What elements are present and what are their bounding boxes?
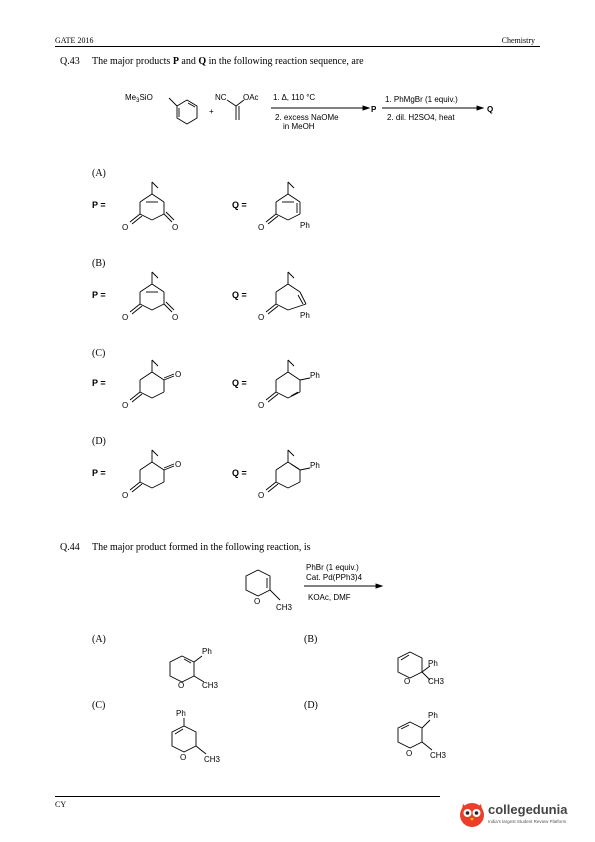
svg-text:Ph: Ph	[176, 709, 186, 718]
q43-step2-bottom: 2. dil. H2SO4, heat	[387, 113, 455, 122]
q43-nc-label: NC	[215, 93, 227, 102]
q43-option-c-q-structure	[258, 358, 338, 410]
svg-text:O: O	[172, 313, 179, 322]
svg-text:O: O	[254, 597, 261, 606]
q43-reaction-scheme	[125, 88, 525, 148]
footer-rule	[55, 796, 440, 797]
q43-option-a-p-structure	[122, 180, 192, 232]
q44-option-b-label: (B)	[304, 634, 318, 645]
q43-q-label: Q	[487, 105, 494, 114]
svg-text:O: O	[122, 401, 129, 410]
brand-name: collegedunia	[488, 802, 568, 817]
q43-option-d-p: P =	[92, 468, 106, 478]
svg-text:Ph: Ph	[310, 461, 320, 470]
svg-text:CH3: CH3	[428, 677, 445, 686]
brand-logo	[458, 800, 588, 830]
svg-text:O: O	[258, 401, 265, 410]
brand-tagline: India's largest Student Review Platform	[488, 819, 567, 824]
svg-text:CH3: CH3	[202, 681, 219, 690]
q44-reaction-scheme	[236, 562, 396, 622]
q43-option-d-label: (D)	[92, 436, 106, 447]
svg-text:O: O	[258, 491, 265, 500]
q43-option-a-p: P =	[92, 200, 106, 210]
q44-option-a-label: (A)	[92, 634, 106, 645]
q44-cond2: Cat. Pd(PPh3)4	[306, 573, 363, 582]
q43-option-b-q: Q =	[232, 290, 247, 300]
svg-text:Ph: Ph	[300, 311, 310, 320]
q43-option-c-label: (C)	[92, 348, 106, 359]
q44-option-b-structure	[390, 646, 460, 692]
svg-text:Ph: Ph	[202, 647, 212, 656]
header-right: Chemistry	[501, 36, 535, 45]
svg-text:Ph: Ph	[428, 711, 438, 720]
svg-text:O: O	[172, 223, 179, 232]
q43-option-c-p: P =	[92, 378, 106, 388]
svg-text:CH3: CH3	[276, 603, 293, 612]
svg-text:O: O	[406, 749, 413, 758]
q43-option-d-q-structure	[258, 448, 338, 500]
q43-option-b-q-structure	[258, 270, 328, 322]
svg-text:Ph: Ph	[310, 371, 320, 380]
q44-option-c-structure	[164, 708, 234, 768]
header-rule	[55, 46, 540, 47]
svg-text:O: O	[175, 460, 182, 469]
q43-option-a-q-structure	[258, 180, 328, 232]
svg-text:O: O	[258, 223, 265, 232]
q44-option-d-structure	[390, 708, 460, 768]
footer-left: CY	[55, 800, 67, 809]
q43-question: The major products P and Q in the following reaction sequence, are	[92, 56, 364, 67]
svg-text:O: O	[258, 313, 265, 322]
q43-option-a-label: (A)	[92, 168, 106, 179]
q43-oac-label: OAc	[243, 93, 259, 102]
svg-text:CH3: CH3	[204, 755, 221, 764]
q44-option-c-label: (C)	[92, 700, 106, 711]
q43-option-b-p: P =	[92, 290, 106, 300]
svg-text:Ph: Ph	[300, 221, 310, 230]
q43-option-c-q: Q =	[232, 378, 247, 388]
header-left: GATE 2016	[55, 36, 94, 45]
svg-text:Ph: Ph	[428, 659, 438, 668]
svg-text:O: O	[122, 491, 129, 500]
q43-p-label: P	[371, 105, 377, 114]
q44-option-d-label: (D)	[304, 700, 318, 711]
q44-question: The major product formed in the following reaction, is	[92, 542, 311, 553]
q43-option-d-p-structure	[122, 448, 202, 500]
owl-mascot-icon	[458, 800, 486, 828]
q44-number: Q.44	[60, 542, 80, 553]
q43-option-b-label: (B)	[92, 258, 106, 269]
q43-step1-bottom2: in MeOH	[283, 122, 315, 131]
svg-text:O: O	[122, 313, 129, 322]
q43-step1-top: 1. Δ, 110 °C	[273, 93, 316, 102]
svg-text:CH3: CH3	[430, 751, 447, 760]
q44-cond3: KOAc, DMF	[308, 593, 351, 602]
svg-text:O: O	[178, 681, 185, 690]
svg-text:O: O	[404, 677, 411, 686]
svg-text:O: O	[180, 753, 187, 762]
q43-step2-top: 1. PhMgBr (1 equiv.)	[385, 95, 458, 104]
q43-option-a-q: Q =	[232, 200, 247, 210]
q44-cond1: PhBr (1 equiv.)	[306, 563, 359, 572]
svg-text:O: O	[122, 223, 129, 232]
q43-number: Q.43	[60, 56, 80, 67]
q43-option-d-q: Q =	[232, 468, 247, 478]
q43-reagent1-label: $Me_3SiO$	[125, 93, 153, 104]
svg-text:O: O	[175, 370, 182, 379]
q44-option-a-structure	[162, 646, 232, 692]
q43-step1-bottom1: 2. excess NaOMe	[275, 113, 339, 122]
q43-option-c-p-structure	[122, 358, 202, 410]
q43-option-b-p-structure	[122, 270, 192, 322]
q43-plus: +	[209, 107, 214, 116]
